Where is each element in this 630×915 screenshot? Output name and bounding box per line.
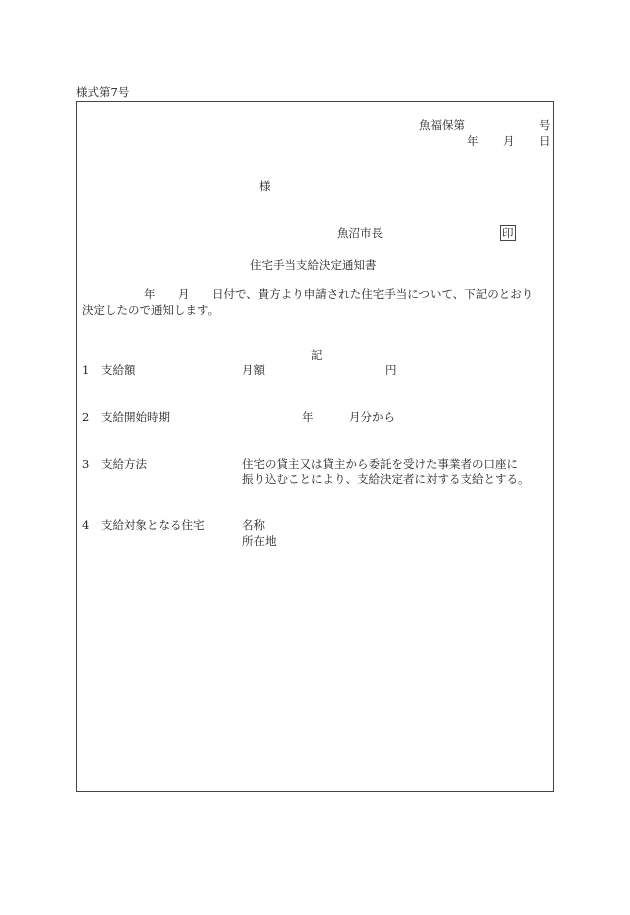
document-title: 住宅手当支給決定通知書 (250, 258, 377, 272)
item1-value-suffix: 円 (385, 363, 397, 377)
ki-heading: 記 (311, 348, 323, 362)
addressee-suffix: 様 (259, 179, 271, 193)
date-month-label: 月 (503, 134, 515, 148)
body-line2: 決定したので通知します。 (82, 303, 220, 317)
issuer-name: 魚沼市長 (337, 226, 383, 240)
document-frame (76, 101, 554, 792)
reference-prefix: 魚福保第 (419, 118, 465, 132)
item4-number: 4 (82, 518, 90, 532)
item3-line1: 住宅の貸主又は貸主から委託を受けた事業者の口座に (242, 457, 518, 471)
item3-number: 3 (82, 457, 90, 471)
item3-line2: 振り込むことにより、支給決定者に対する支給とする。 (242, 472, 530, 486)
item1-label: 支給額 (101, 363, 136, 377)
body-month-label: 月 (178, 287, 190, 301)
body-year-label: 年 (144, 287, 156, 301)
item4-label: 支給対象となる住宅 (101, 518, 205, 532)
item2-year-label: 年 (302, 410, 314, 424)
seal-mark (500, 225, 516, 242)
form-number: 様式第7号 (76, 85, 130, 99)
item4-line2: 所在地 (242, 534, 277, 548)
item2-label: 支給開始時期 (101, 410, 170, 424)
item1-number: 1 (82, 363, 90, 377)
reference-suffix: 号 (539, 118, 551, 132)
item1-value-prefix: 月額 (242, 363, 265, 377)
body-line1: 日付で、貴方より申請された住宅手当について、下記のとおり (212, 287, 534, 301)
seal-text: 印 (502, 226, 514, 240)
date-day-label: 日 (539, 134, 551, 148)
date-year-label: 年 (467, 134, 479, 148)
item2-month-label: 月分から (349, 410, 395, 424)
item2-number: 2 (82, 410, 90, 424)
item4-line1: 名称 (242, 518, 265, 532)
item3-label: 支給方法 (101, 457, 147, 471)
